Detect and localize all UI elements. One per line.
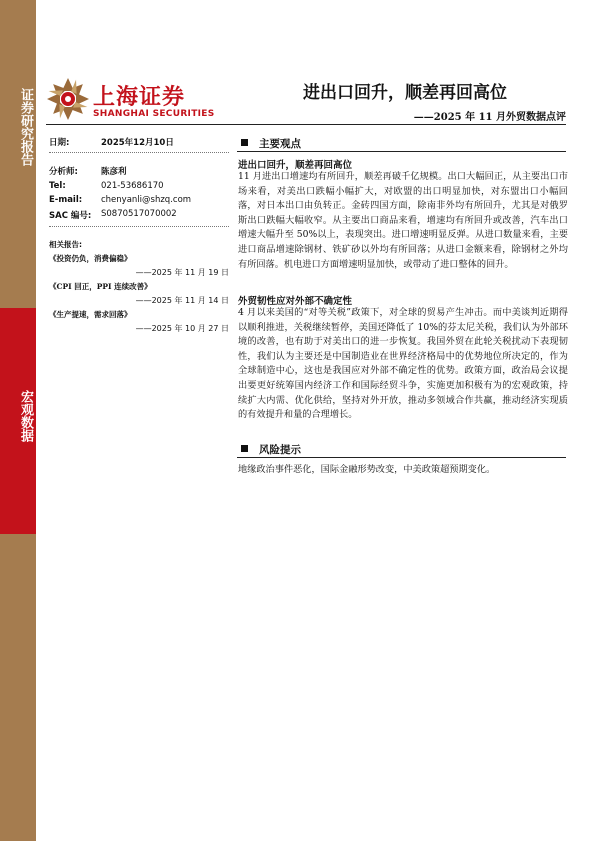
logo-emblem-icon bbox=[46, 77, 90, 121]
sac-row bbox=[49, 209, 177, 221]
related-report-title[interactable]: 《生产提速，需求回落》 bbox=[49, 310, 132, 319]
sac-value: S0870517070002 bbox=[101, 209, 177, 219]
section-rule bbox=[237, 151, 566, 152]
analyst-label: 分析师: bbox=[49, 167, 78, 177]
date-value: 2025年12月10日 bbox=[101, 138, 174, 148]
section-title: 风险提示 bbox=[259, 444, 301, 456]
risk-text: 地缘政治事件恶化，国际金融形势改变，中美政策超预期变化。 bbox=[238, 464, 496, 475]
divider bbox=[49, 152, 229, 153]
analyst-name: 陈彦利 bbox=[101, 167, 127, 177]
risk-heading bbox=[237, 442, 566, 458]
subsection-heading: 进出口回升，顺差再回高位 bbox=[238, 160, 353, 171]
related-report-date: ——2025 年 11 月 19 日 bbox=[135, 268, 229, 277]
date-label: 日期: bbox=[49, 138, 70, 148]
date-row bbox=[49, 136, 174, 148]
report-subtitle: ——2025 年 11 月外贸数据点评 bbox=[413, 112, 566, 123]
header-rule bbox=[46, 124, 566, 125]
report-title: 进出口回升，顺差再回高位 bbox=[303, 83, 507, 103]
paragraph: 11 月进出口增速均有所回升，顺差再破千亿规模。出口大幅回正，从主要出口市场来看，对美出口跌幅小幅扩大，对欧盟的出口明显加快，对东盟出口小幅回落，对日本出口由负转正。金砖四国方面，除南非外均有所回升，尤其是对俄罗斯出口跌幅大幅收窄。从主要出口商品来看，增速均有所回升或改善，汽车出口增速大幅升至 50%以上，表现突出。进口增速明显反弹。从进口数量来看，主要进口商品增速除钢材、铁矿砂以外均有所回落；从进口金额来看，除钢材之外均有所回落。机电进口方面增速明显加快，或带动了进口整体的回升。 bbox=[238, 171, 568, 270]
subsection-heading: 外贸韧性应对外部不确定性 bbox=[238, 296, 353, 307]
company-logo bbox=[46, 72, 226, 126]
email-row bbox=[49, 195, 192, 205]
section-bullet-icon bbox=[241, 139, 248, 146]
tel-value: 021-53686170 bbox=[101, 181, 164, 191]
related-report-date: ——2025 年 10 月 27 日 bbox=[135, 324, 229, 333]
email-value[interactable]: chenyanli@shzq.com bbox=[101, 195, 192, 205]
tel-label: Tel: bbox=[49, 181, 66, 191]
report-type-label: 证券研究报告 bbox=[18, 88, 33, 166]
email-label: E-mail: bbox=[49, 195, 83, 205]
section-rule bbox=[237, 457, 566, 458]
divider bbox=[49, 226, 229, 227]
section-title: 主要观点 bbox=[259, 138, 301, 150]
paragraph: 4 月以来美国的“对等关税”政策下，对全球的贸易产生冲击。而中美谈判近期得以顺利推进，关税继续暂停，美国还降低了 10%的芬太尼关税，我们认为外部环境的改善，也有助于对美出口的进一步恢复。我国外贸在此轮关税扰动下表现韧性，我们认为主要还是中国制造业在世界经济格局中的优势地位所决定的，作为全球制造中心，这也是我国应对外部不确定性的优势。政策方面，政治局会议提出要更好统筹国内经济工作和国际经贸斗争，实施更加积极有为的宏观政策，持续扩大内需、优化供给，坚持对外开放，推动多领域合作共赢，推动经济实现质的有效提升和量的合理增长。 bbox=[238, 307, 568, 421]
tel-row bbox=[49, 181, 164, 191]
sac-label: SAC 编号: bbox=[49, 211, 92, 221]
related-report-title[interactable]: 《CPI 回正，PPI 连续改善》 bbox=[49, 282, 152, 291]
section-bullet-icon bbox=[241, 445, 248, 452]
related-report-date: ——2025 年 11 月 14 日 bbox=[135, 296, 229, 305]
logo-name-en: SHANGHAI SECURITIES bbox=[93, 109, 215, 119]
main-views-heading bbox=[237, 136, 566, 152]
related-report-title[interactable]: 《投资仍负，消费偏稳》 bbox=[49, 254, 132, 263]
related-reports-heading: 相关报告: bbox=[49, 240, 82, 249]
analyst-row bbox=[49, 165, 127, 177]
category-label: 宏观数据 bbox=[18, 390, 33, 442]
logo-name-cn: 上海证券 bbox=[93, 85, 186, 110]
